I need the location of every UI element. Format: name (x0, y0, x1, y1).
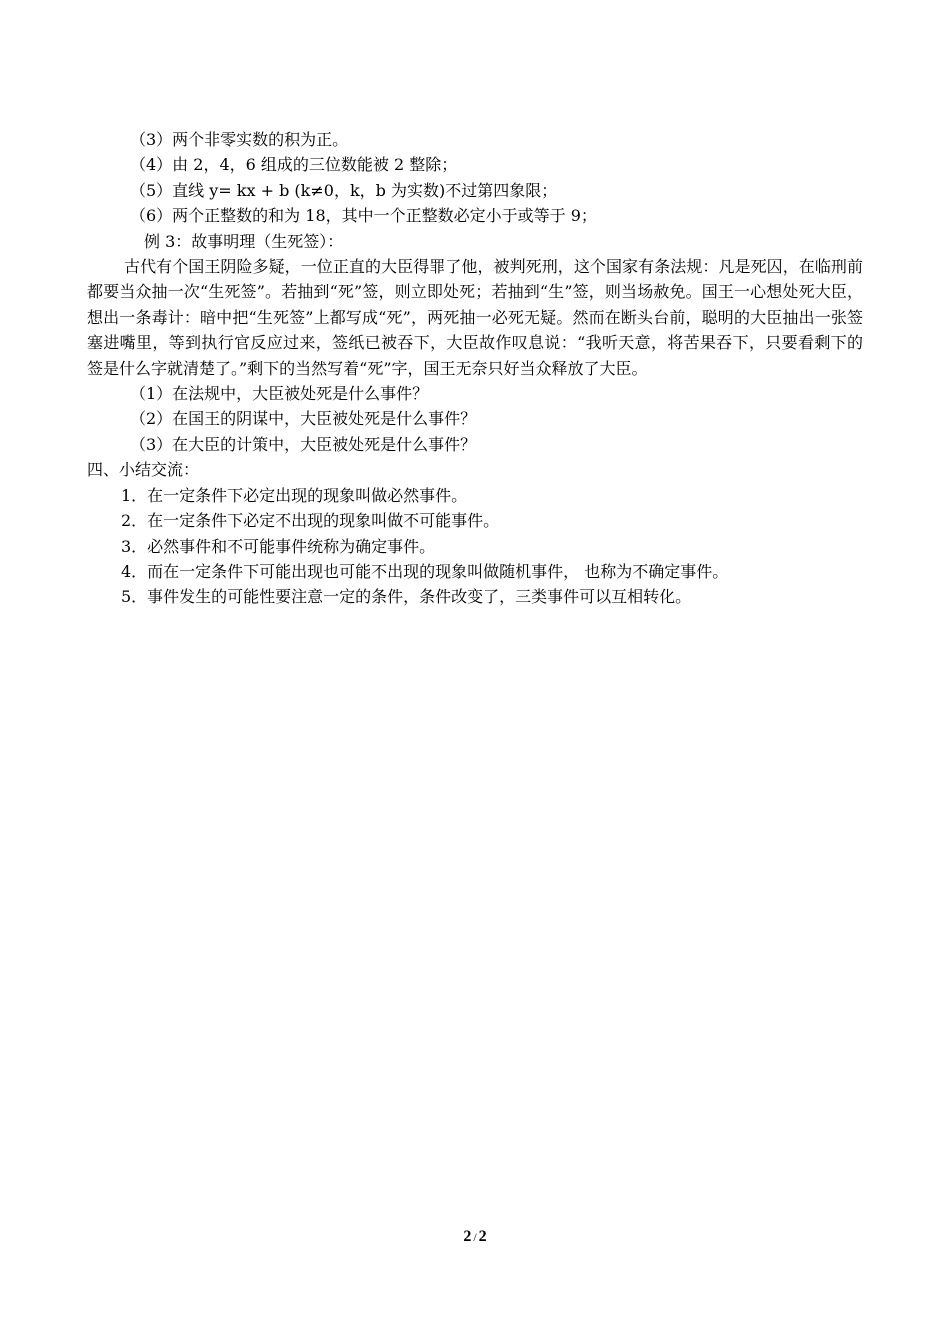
practice-item: （6）两个正整数的和为 18，其中一个正整数必定小于或等于 9； (130, 206, 597, 226)
practice-item: （4）由 2，4，6 组成的三位数能被 2 整除； (130, 155, 458, 175)
total-pages: 2 (478, 1228, 487, 1245)
summary-item: 1．在一定条件下必定出现的现象叫做必然事件。 (121, 485, 468, 505)
story-paragraph: 古代有个国王阴险多疑，一位正直的大臣得罪了他，被判死刑，这个国家有条法规：凡是死囚，在临刑前都要当众抽一次“生死签”。若抽到“死”签，则立即处死；若抽到“生”签，则当场赦免。国王一心想处死大臣，想出一条毒计：暗中把“生死签”上都写成“死”，两死抽一必死无疑。然而在断头台前，聪明的大臣抽出一张签塞进嘴里，等到执行官反应过来，签纸已被吞下，大臣故作叹息说：“我听天意，将苦果吞下，只要看剩下的签是什么字就清楚了。”剩下的当然写着“死”字，国王无奈只好当众释放了大臣。 (87, 257, 863, 378)
document-body (87, 127, 863, 610)
page-number (0, 1228, 950, 1246)
question-item: （3）在大臣的计策中，大臣被处死是什么事件？ (130, 434, 477, 454)
summary-item: 5．事件发生的可能性要注意一定的条件，条件改变了，三类事件可以互相转化。 (121, 587, 692, 607)
section-heading: 四、小结交流： (87, 460, 200, 480)
question-item: （1）在法规中，大臣被处死是什么事件？ (130, 384, 429, 404)
practice-item: （5）直线 y= kx + b (k≠0，k，b 为实数)不过第四象限； (130, 180, 558, 200)
example-title: 例 3：故事明理（生死签）： (144, 231, 344, 251)
summary-item: 4．而在一定条件下可能出现也可能不出现的现象叫做随机事件， 也称为不确定事件。 (121, 561, 729, 581)
current-page: 2 (463, 1228, 472, 1245)
practice-item: （3）两个非零实数的积为正。 (130, 130, 349, 149)
summary-item: 2．在一定条件下必定不出现的现象叫做不可能事件。 (121, 511, 500, 531)
summary-item: 3．必然事件和不可能事件统称为确定事件。 (121, 536, 436, 556)
question-item: （2）在国王的阴谋中，大臣被处死是什么事件？ (130, 409, 477, 429)
page-separator: / (473, 1230, 477, 1244)
